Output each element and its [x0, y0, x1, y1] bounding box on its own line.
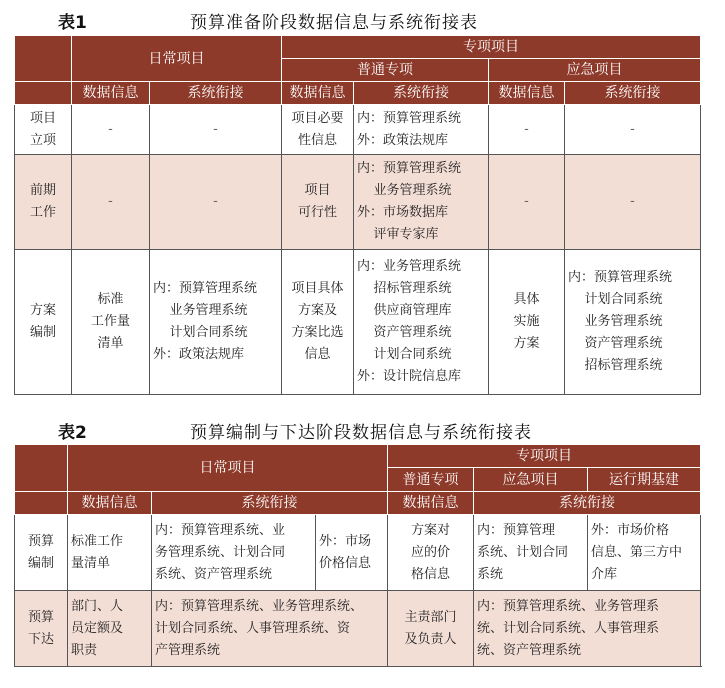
- table2-corner-2: [15, 492, 68, 515]
- table1-col-daily-sys: 系统衔接: [150, 82, 282, 105]
- cell-emg-data: -: [489, 105, 565, 155]
- table1-header-daily: 日常项目: [72, 36, 282, 82]
- cell-spec-sys-internal: 内：预算管理 系统、计划合同 系统: [474, 515, 588, 591]
- cell-emg-sys: 内：预算管理系统 计划合同系统 业务管理系统 资产管理系统 招标管理系统: [565, 250, 701, 395]
- cell-ord-data: 项目必要 性信息: [282, 105, 354, 155]
- table1-header-ordinary: 普通专项: [282, 59, 489, 82]
- table-row: [15, 591, 701, 667]
- table2: [14, 444, 701, 667]
- table1-col-ord-data: 数据信息: [282, 82, 354, 105]
- cell-daily-data: -: [72, 105, 150, 155]
- table1-label: 表1: [58, 13, 87, 33]
- cell-spec-sys: 内：预算管理系统、业务管理系 统、计划合同系统、人事管理系 统、资产管理系统: [474, 591, 701, 667]
- cell-ord-sys: 内：预算管理系统 外：政策法规库: [354, 105, 489, 155]
- row-header: 项目 立项: [15, 105, 72, 155]
- cell-daily-sys: 内：预算管理系统、业务管理系统、 计划合同系统、人事管理系统、资 产管理系统: [152, 591, 388, 667]
- table2-col-spec-data: 数据信息: [388, 492, 474, 515]
- table1-col-emg-sys: 系统衔接: [565, 82, 701, 105]
- cell-ord-data: 项目 可行性: [282, 155, 354, 250]
- cell-ord-sys: 内：业务管理系统 招标管理系统 供应商管理库 资产管理系统 计划合同系统 外：设计院信息库: [354, 250, 489, 395]
- table1-title: 预算准备阶段数据信息与系统衔接表: [190, 13, 478, 33]
- table1-corner-2: [15, 82, 72, 105]
- table2-header-ordinary: 普通专项: [388, 468, 474, 492]
- cell-spec-sys-external: 外：市场价格 信息、第三方中 介库: [588, 515, 701, 591]
- cell-spec-data: 主责部门 及负责人: [388, 591, 474, 667]
- table1-header-emergency: 应急项目: [489, 59, 701, 82]
- cell-daily-sys: -: [150, 105, 282, 155]
- row-header: 前期 工作: [15, 155, 72, 250]
- row-header: 预算 下达: [15, 591, 68, 667]
- cell-ord-sys: 内：预算管理系统 业务管理系统 外：市场数据库 评审专家库: [354, 155, 489, 250]
- row-header: 预算 编制: [15, 515, 68, 591]
- table2-header-emergency: 应急项目: [474, 468, 588, 492]
- cell-daily-sys-internal: 内：预算管理系统、业 务管理系统、计划合同 系统、资产管理系统: [152, 515, 316, 591]
- cell-daily-data: -: [72, 155, 150, 250]
- table2-header-daily: 日常项目: [68, 445, 388, 492]
- cell-daily-sys: -: [150, 155, 282, 250]
- table1-col-daily-data: 数据信息: [72, 82, 150, 105]
- table1-col-emg-data: 数据信息: [489, 82, 565, 105]
- cell-daily-data: 标准 工作量 清单: [72, 250, 150, 395]
- cell-daily-data: 部门、人 员定额及 职责: [68, 591, 152, 667]
- cell-emg-sys: -: [565, 105, 701, 155]
- cell-ord-data: 项目具体 方案及 方案比选 信息: [282, 250, 354, 395]
- table-row: [15, 155, 701, 250]
- table-row: [15, 105, 701, 155]
- table2-header-operation: 运行期基建: [588, 468, 701, 492]
- table2-col-spec-sys: 系统衔接: [474, 492, 701, 515]
- table2-col-daily-data: 数据信息: [68, 492, 152, 515]
- table-row: [15, 250, 701, 395]
- table-row: [15, 515, 701, 591]
- table1: [14, 35, 701, 395]
- table1-col-ord-sys: 系统衔接: [354, 82, 489, 105]
- table2-corner: [15, 445, 68, 492]
- cell-emg-sys: -: [565, 155, 701, 250]
- table2-title: 预算编制与下达阶段数据信息与系统衔接表: [190, 423, 532, 443]
- table2-col-daily-sys: 系统衔接: [152, 492, 388, 515]
- table2-header-special: 专项项目: [388, 445, 701, 468]
- row-header: 方案 编制: [15, 250, 72, 395]
- table1-header-special: 专项项目: [282, 36, 701, 59]
- cell-spec-data: 方案对 应的价 格信息: [388, 515, 474, 591]
- cell-daily-sys: 内：预算管理系统 业务管理系统 计划合同系统 外：政策法规库: [150, 250, 282, 395]
- table2-label: 表2: [58, 423, 87, 443]
- cell-emg-data: -: [489, 155, 565, 250]
- cell-emg-data: 具体 实施 方案: [489, 250, 565, 395]
- cell-daily-data: 标准工作 量清单: [68, 515, 152, 591]
- table1-corner: [15, 36, 72, 82]
- cell-daily-sys-external: 外：市场 价格信息: [316, 515, 388, 591]
